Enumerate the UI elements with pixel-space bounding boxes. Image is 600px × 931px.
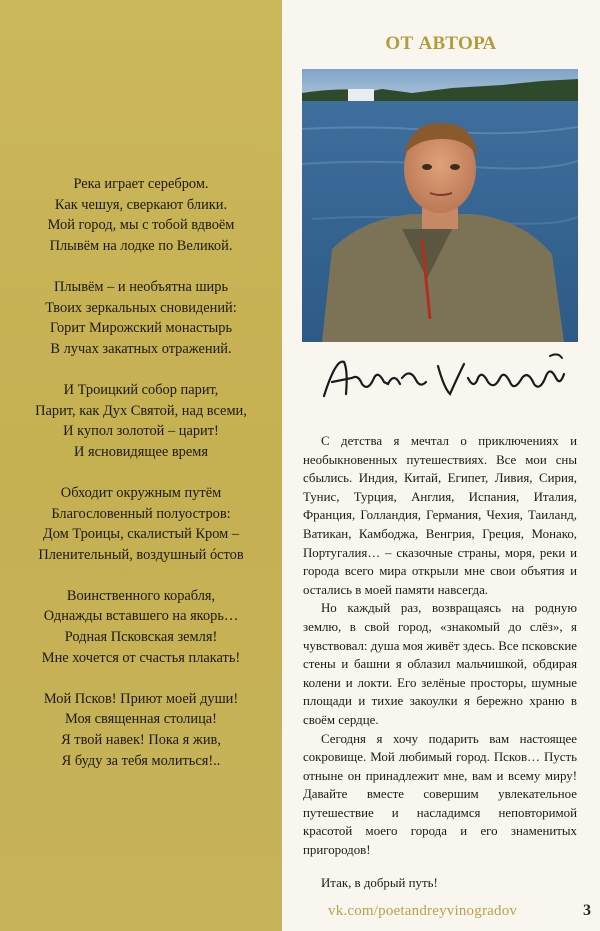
poem-line: Родная Псковская земля!: [64, 629, 218, 646]
poem-line: Мой Псков! Приют моей души!: [43, 690, 239, 707]
poem-stanza: [0, 380, 282, 462]
poem: [0, 174, 282, 792]
poem-line: Горит Мирожский монастырь: [49, 320, 233, 337]
paragraph: Сегодня я хочу подарить вам настоящее сокровище. Мой любимый город. Псков… Пусть отныне он принадлежит мне, вам и всему миру! Давайте вместе совершим увлекательное путешествие и насладимся неповторимой красотой моего города и его знаменитых пригородов!: [303, 731, 577, 858]
footer-link[interactable]: vk.com/poetandreyvinogradov: [328, 903, 518, 919]
poem-line: В лучах закатных отражений.: [50, 340, 232, 357]
poem-line: Я буду за тебя молиться!..: [61, 752, 221, 769]
poem-stanza: [0, 586, 282, 668]
poem-line: Как чешуя, сверкают блики.: [54, 196, 228, 213]
poem-line: Плывём на лодке по Великой.: [49, 237, 233, 254]
poem-line: Река играет серебром.: [73, 176, 209, 192]
poem-line: И ясновидящее время: [74, 443, 208, 460]
poem-line: Парит, как Дух Святой, над всеми,: [35, 402, 247, 419]
poem-line: Моя священная столица!: [65, 711, 217, 728]
poem-line: Однажды вставшего на якорь…: [43, 608, 239, 625]
poem-line: Мой город, мы с тобой вдвоём: [47, 217, 235, 234]
poem-line: Воинственного корабля,: [66, 587, 216, 604]
left-panel: [0, 0, 282, 931]
poem-line: Я твой навек! Пока я жив,: [61, 732, 221, 749]
poem-line: Твоих зеркальных сновидений:: [45, 299, 237, 316]
paragraph: С детства я мечтал о приключениях и необыкновенных путешествиях. Все мои сны сбылись. Индия, Китай, Египет, Ливия, Сирия, Тунис, Турция, Англия, Испания, Италия, Франция, Голландия, Германия, Чехия, Таиланд, Ватикан, Камбоджа, Венгрия, Греция, Монако, Португалия… – сказочные страны, моря, реки и города всего мира открыли мне свои объятия и остались в моей памяти навсегда.: [303, 434, 577, 597]
author-photo: [302, 69, 578, 342]
paragraph: Но каждый раз, возвращаясь на родную землю, в свой город, «знакомый до слёз», я чувствовал: душа моя живёт здесь. Все псковские стены и башни я облазил мальчишкой, обдирая колени и локти. Его зелёные просторы, шумные площади и тихие закоулки я бережно храню в своём сердце.: [303, 601, 577, 727]
poem-line: Мне хочется от счастья плакать!: [41, 649, 241, 666]
paragraph: Итак, в добрый путь!: [321, 875, 438, 890]
poem-line: Обходит окружным путём: [60, 484, 222, 501]
poem-stanza: [0, 174, 282, 256]
poem-line: Плывём – и необъятна ширь: [53, 278, 229, 295]
author-foreword: [303, 432, 577, 892]
poem-line: И купол золотой – царит!: [63, 423, 219, 440]
poem-line: Пленительный, воздушный óстов: [38, 546, 244, 563]
poem-line: Дом Троицы, скалистый Кром –: [42, 526, 240, 543]
poem-line: Благословенный полуостров:: [51, 505, 231, 522]
page-number: 3: [583, 902, 591, 919]
poem-stanza: [0, 277, 282, 359]
poem-line: И Троицкий собор парит,: [63, 381, 219, 398]
poem-stanza: [0, 689, 282, 771]
page-title: ОТ АВТОРА: [385, 33, 497, 54]
poem-stanza: [0, 483, 282, 565]
author-signature: [318, 348, 568, 410]
